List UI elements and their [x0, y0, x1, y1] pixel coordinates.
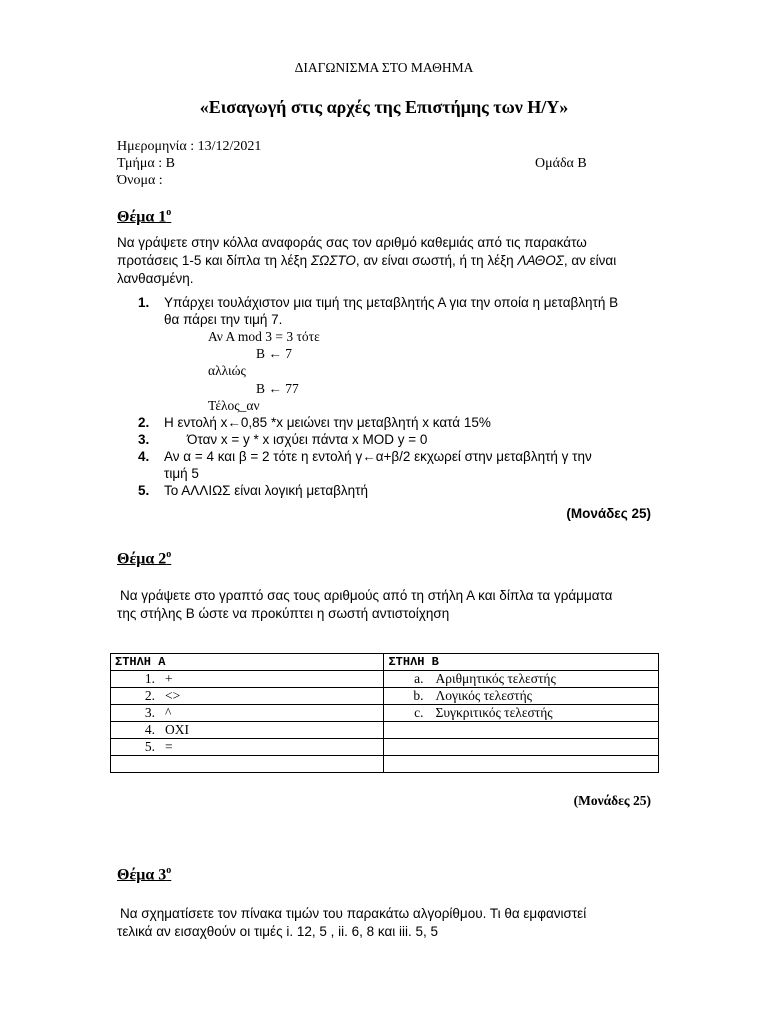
- topic-2-marks: (Μονάδες 25): [573, 793, 651, 808]
- col-a-cell: [111, 756, 384, 773]
- code-line-3: αλλιώς: [208, 363, 246, 378]
- table-row: [111, 705, 659, 722]
- col-b-cell: [384, 722, 659, 739]
- topic-3-intro: [117, 905, 652, 941]
- topic-3-heading-text: Θέμα 3: [117, 866, 167, 884]
- topic-3-intro-line-1: Να σχηματίσετε τον πίνακα τιμών του παρακάτω αλγορίθμου. Τι θα εμφανιστεί: [120, 906, 587, 921]
- matching-table-header-row: [111, 654, 659, 671]
- question-4-line-2: τιμή 5: [164, 466, 199, 481]
- course-title: «Εισαγωγή στις αρχές της Επιστήμης των Η/Υ»: [199, 97, 569, 117]
- topic-2-intro-line-1: Να γράψετε στο γραπτό σας τους αριθμούς από τη στήλη Α και δίπλα τα γράμματα: [120, 588, 613, 603]
- topic-1-heading-sup: ο: [166, 207, 172, 218]
- table-row: [111, 739, 659, 756]
- question-4-line-1: Αν α = 4 και β = 2 τότε η εντολή γ←α+β/2 εκχωρεί στην μεταβλητή γ την: [164, 449, 592, 464]
- topic-3-intro-line-2: τελικά αν εισαχθούν οι τιμές i. 12, 5 , ii. 6, 8 και iii. 5, 5: [117, 924, 439, 939]
- code-line-4: Β ← 77: [256, 381, 299, 396]
- topic-1-heading: [117, 207, 171, 226]
- question-2-number: 2.: [138, 415, 150, 430]
- topic-2-heading: [117, 549, 171, 568]
- col-a-header: ΣΤΗΛΗ Α: [111, 654, 384, 671]
- question-1-number: 1.: [138, 295, 150, 310]
- topic-1-intro-line-1: Να γράψετε στην κόλλα αναφοράς σας τον αριθμό καθεμιάς από τις παρακάτω: [117, 235, 587, 250]
- table-row: [111, 722, 659, 739]
- col-b-cell: a. Αριθμητικός τελεστής: [384, 671, 659, 688]
- exam-title: ΔΙΑΓΩΝΙΣΜΑ ΣΤΟ ΜΑΘΗΜΑ: [294, 60, 474, 75]
- topic-3-heading: [117, 865, 171, 884]
- col-a-cell: 1. +: [111, 671, 384, 688]
- question-3-line-1: Όταν x = y * x ισχύει πάντα x MOD y = 0: [187, 432, 428, 447]
- col-a-cell: 5. =: [111, 739, 384, 756]
- table-row: [111, 671, 659, 688]
- topic-1-intro-line-3: λανθασμένη.: [117, 271, 194, 286]
- table-row: [111, 688, 659, 705]
- topic-3-heading-sup: ο: [166, 865, 172, 876]
- topic-1-heading-text: Θέμα 1: [117, 208, 167, 226]
- class-line: Τμήμα : Β: [117, 156, 175, 171]
- col-a-cell: 4. ΟΧΙ: [111, 722, 384, 739]
- col-a-cell: 3. ^: [111, 705, 384, 722]
- topic-2-intro: [117, 587, 652, 623]
- topic-1-marks: (Μονάδες 25): [566, 506, 651, 521]
- topic-2-intro-line-2: της στήλης Β ώστε να προκύπτει η σωστή αντιστοίχηση: [117, 606, 450, 621]
- question-4-number: 4.: [138, 449, 150, 464]
- question-5-line-1: Το ΑΛΛΙΩΣ είναι λογική μεταβλητή: [164, 483, 368, 498]
- question-1-line-1: Υπάρχει τουλάχιστον μια τιμή της μεταβλητής Α για την οποία η μεταβλητή Β: [164, 295, 619, 310]
- group-line: Ομάδα Β: [535, 156, 587, 171]
- question-3-number: 3.: [138, 432, 150, 447]
- col-b-cell: c. Συγκριτικός τελεστής: [384, 705, 659, 722]
- topic-2-heading-text: Θέμα 2: [117, 550, 167, 568]
- matching-table: [110, 653, 659, 773]
- col-b-header: ΣΤΗΛΗ Β: [384, 654, 659, 671]
- code-line-1: Αν Α mod 3 = 3 τότε: [208, 329, 320, 344]
- code-line-5: Τέλος_αν: [208, 398, 260, 413]
- question-2-line-1: Η εντολή x←0,85 *x μειώνει την μεταβλητή x κατά 15%: [164, 415, 491, 430]
- question-5-number: 5.: [138, 483, 150, 498]
- topic-2-heading-sup: ο: [166, 549, 172, 560]
- date-line: Ημερομηνία : 13/12/2021: [117, 139, 262, 154]
- col-b-cell: [384, 739, 659, 756]
- table-row: [111, 756, 659, 773]
- topic-1-intro-line-2: προτάσεις 1-5 και δίπλα τη λέξη ΣΩΣΤΟ, αν είναι σωστή, ή τη λέξη ΛΑΘΟΣ, αν είναι: [117, 253, 617, 268]
- question-1-line-2: θα πάρει την τιμή 7.: [164, 312, 283, 327]
- code-line-2: Β ← 7: [256, 346, 293, 361]
- col-a-cell: 2. <>: [111, 688, 384, 705]
- col-b-cell: b. Λογικός τελεστής: [384, 688, 659, 705]
- col-b-cell: [384, 756, 659, 773]
- topic-1-intro: [117, 234, 652, 288]
- name-line: Όνομα :: [117, 173, 163, 188]
